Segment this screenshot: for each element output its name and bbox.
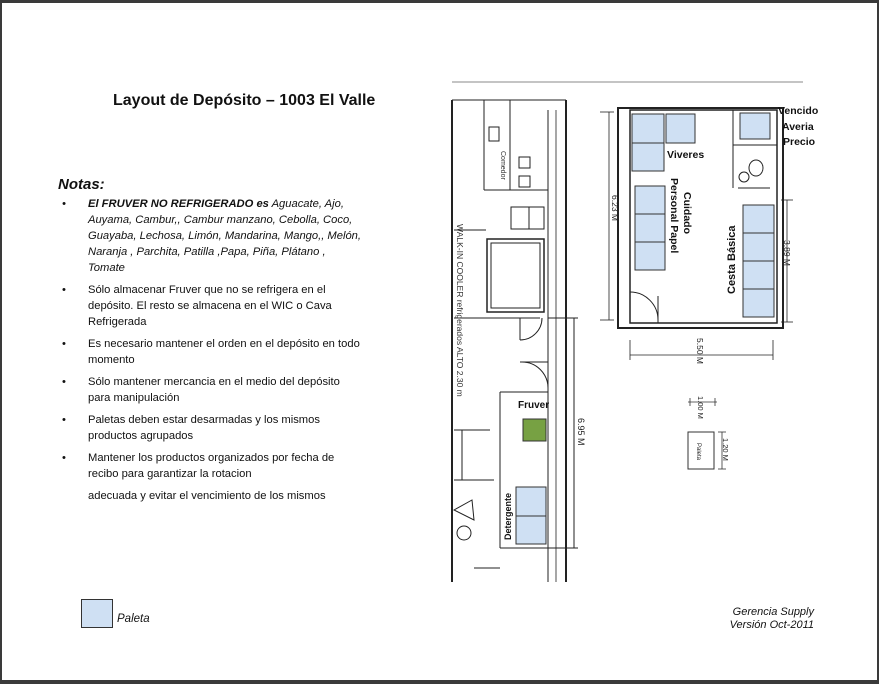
note-fruver-list: Aguacate, Ajo, Auyama, Cambur,, Cambur manzano, Cebolla, Coco, Guayaba, Lechosa, Limón, Mandarina, Mango,, Melón, Naranja , Parchita, Patilla ,Papa, Piña, Plátano , Tomate [88,198,362,274]
fruver-pallet [523,419,546,441]
note-text: Paletas deben estar desarmadas y los mismos productos agrupados [88,414,320,442]
page-title: Layout de Depósito – 1003 El Valle [113,92,376,109]
pallet [743,289,774,317]
walkin-cooler-label: WALK-IN COOLER refrigerados ALTO 2.30 m [455,224,465,397]
fixture-square [511,207,529,229]
right-room-pallets [632,113,774,317]
precio-label: Precio [783,136,816,148]
dim-1-00-label: 1.00 M [696,396,705,419]
detergente-label: Detergente [503,492,513,540]
cuidado-label: Cuidado [681,192,693,234]
footer-version: Versión Oct-2011 [729,619,814,631]
vencido-label: Vencido [778,105,819,117]
cooler-unit [487,239,544,312]
pallet [740,113,770,139]
notes-heading: Notas: [58,176,105,193]
fixture-square [489,127,499,141]
footer-department: Gerencia Supply [732,606,814,618]
bullet-icon: • [62,284,66,296]
bullet-icon: • [62,452,66,464]
dim-3-89-label: 3.89 M [782,240,792,266]
fixture-circle [457,526,471,540]
note-text: Sólo mantener mercancia en el medio del depósito para manipulación [88,376,340,404]
pallet [666,114,695,143]
pallet [635,214,665,242]
bullet-icon: • [62,198,66,210]
dim-6-23-label: 6.23 M [610,195,620,221]
note-rotation-continued: adecuada y evitar el vencimiento de los mismos [88,490,326,502]
viveres-label: Viveres [667,149,705,161]
comedor-label: Comedor [499,151,506,180]
fixture-square [519,176,530,187]
note-text: Sólo almacenar Fruver que no se refrigera en el depósito. El resto se almacena en el WIC o Cava Refrigerada [88,284,332,328]
bullet-icon: • [62,414,66,426]
pallet [743,205,774,233]
fruver-label: Fruver [518,400,550,411]
fixture-square [529,207,544,229]
note-fruver-bold: El FRUVER NO REFRIGERADO es [88,198,269,210]
pallet [632,143,664,171]
cesta-basica-label: Cesta Básica [726,225,738,294]
reference-pallet-label: Paleta [695,443,701,461]
personal-papel-label: Personal Papel [668,178,680,254]
dim-6-95-label: 6.95 M [576,418,586,446]
fixture-square [519,157,530,168]
bullet-icon: • [62,338,66,350]
left-plan [452,100,578,582]
reference-pallet [688,398,726,469]
legend-pallet-label: Paleta [117,613,150,625]
detergente-pallet [516,516,546,544]
bullet-icon: • [62,376,66,388]
pallet [635,242,665,270]
note-text: Mantener los productos organizados por fecha de recibo para garantizar la rotacion [88,452,335,480]
detergente-pallet [516,487,546,516]
dim-5-50-label: 5.50 M [695,338,705,364]
dim-1-20-label: 1.20 M [721,438,730,461]
note-text: Es necesario mantener el orden en el depósito en todo momento [88,338,360,366]
pallet [635,186,665,214]
averia-label: Averia [782,121,814,133]
pallet [743,233,774,261]
pallet [632,114,664,143]
pallet [743,261,774,289]
